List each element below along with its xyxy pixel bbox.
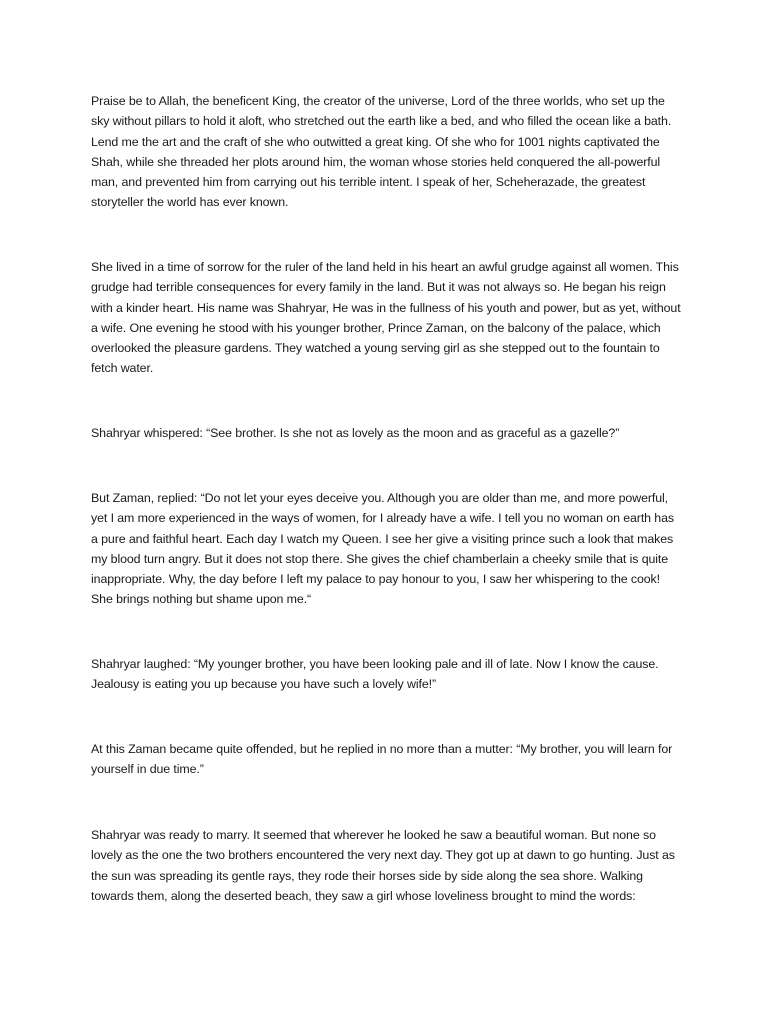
paragraph-zaman-offended: At this Zaman became quite offended, but he replied in no more than a mutter: “My brother, you will learn for yourself in due time.” — [91, 742, 673, 777]
paragraph-praise: Praise be to Allah, the beneficent King, the creator of the universe, Lord of the three worlds, who set up the sky without pillars to hold it aloft, who stretched out the earth like a bed, and who filled the ocean like a bath. Lend me the art and the craft of she who outwitted a great king. Of she who for 1001 nights captivated the Shah, while she threaded her plots around him, the woman whose stories held conquered the all-powerful man, and prevented him from carrying out his terrible intent. I speak of her, Scheherazade, the greatest storyteller the world has ever known. — [91, 94, 672, 210]
paragraph-zaman-replied: But Zaman, replied: “Do not let your eyes deceive you. Although you are older than me, and more powerful, yet I am more experienced in the ways of women, for I already have a wife. I tell you no woman on earth has a pure and faithful heart. Each day I watch my Queen. I see her give a visiting prince such a look that makes my blood turn angry. But it does not stop there. She gives the chief chamberlain a cheeky smile that is quite inappropriate. Why, the day before I left my palace to pay honour to you, I saw her whispering to the cook! She brings nothing but shame upon me.“ — [91, 491, 674, 607]
paragraph-shahryar-laughed: Shahryar laughed: “My younger brother, you have been looking pale and ill of late. Now I know the cause. Jealousy is eating you up because you have such a lovely wife!” — [91, 657, 659, 692]
paragraph-shahryar-whispered: Shahryar whispered: “See brother. Is she not as lovely as the moon and as graceful as a gazelle?” — [91, 426, 620, 440]
paragraph-time-of-sorrow: She lived in a time of sorrow for the ruler of the land held in his heart an awful grudge against all women. This grudge had terrible consequences for every family in the land. But it was not always so. He began his reign with a kinder heart. His name was Shahryar, He was in the fullness of his youth and power, but as yet, without a wife. One evening he stood with his younger brother, Prince Zaman, on the balcony of the palace, which overlooked the pleasure gardens. They watched a young serving girl as she stepped out to the fountain to fetch water. — [91, 260, 681, 376]
paragraph-ready-to-marry: Shahryar was ready to marry. It seemed that wherever he looked he saw a beautiful woman. But none so lovely as the one the two brothers encountered the very next day. They got up at dawn to go hunting. Just as the sun was spreading its gentle rays, they rode their horses side by side along the sea shore. Walking towards them, along the deserted beach, they saw a girl whose loveliness brought to mind the words: — [91, 828, 675, 903]
